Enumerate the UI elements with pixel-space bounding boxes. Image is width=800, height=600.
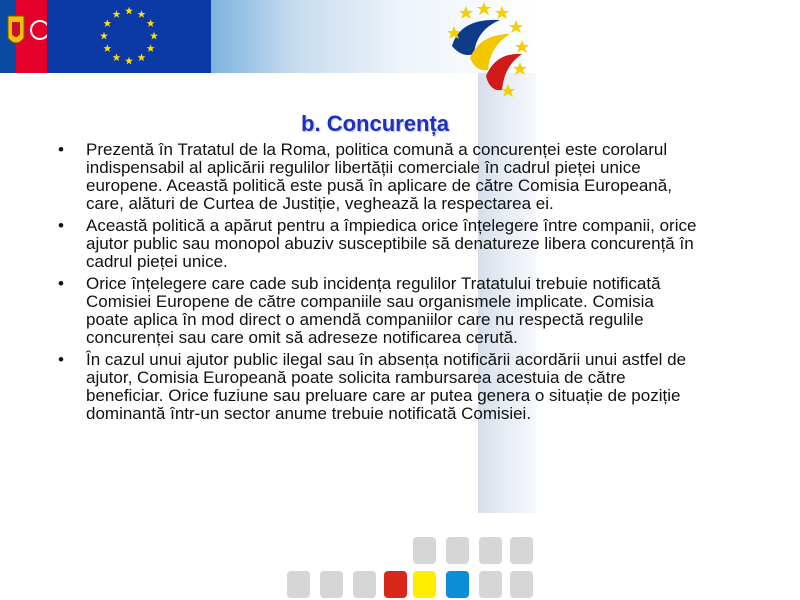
eu-star-icon	[100, 32, 108, 40]
gray-square	[510, 571, 533, 598]
bullet-text: Această politică a apărut pentru a împiedica orice înțelegere între companii, orice ajutor public sau monopol abuziv susceptibile să denatureze libera concurență în cadrul pieței unice.	[86, 216, 697, 271]
coat-of-arms-icon	[0, 0, 47, 73]
eu-star-icon	[113, 10, 121, 18]
bullet-text: Orice înțelegere care cade sub incidența regulilor Tratatului trebuie notificată Comisiei Europene de către companiile sau organismele implicate. Comisia poate aplica în mod direct o amendă companiilor care nu respectă regulile concurenței sau care omit să adreseze notificarea cerută.	[86, 274, 661, 347]
gray-square	[510, 537, 533, 564]
eu-star-icon	[147, 19, 155, 27]
eu-flag	[47, 0, 211, 73]
bullet-text: Prezentă în Tratatul de la Roma, politica comună a concurenței este corolarul indispensabil al aplicării regulilor libertății comerciale în cadrul pieței unice europene. Această politică este pusă în aplicare de către Comisia Europeană, care, alături de Curtea de Justiție, veghează la respectarea ei.	[86, 140, 672, 213]
bullet-icon: •	[58, 140, 64, 159]
eu-star-icon	[150, 32, 158, 40]
eu-star-icon	[138, 10, 146, 18]
eu-star-icon	[138, 53, 146, 61]
eu-star-icon	[147, 44, 155, 52]
eu-star-icon	[113, 53, 121, 61]
yellow-square	[413, 571, 436, 598]
bullet-icon: •	[58, 350, 64, 369]
gray-square	[353, 571, 376, 598]
moldova-coat-of-arms-flag	[0, 0, 47, 73]
eu-romania-logo-icon	[440, 0, 540, 110]
gray-square	[479, 537, 502, 564]
eu-star-icon	[103, 44, 111, 52]
bullet-text: În cazul unui ajutor public ilegal sau în absența notificării acordării unui astfel de ajutor, Comisia Europeană poate solicita rambursarea acestuia de către beneficiar. Orice fuziune sau preluare care ar putea genera o situație de poziție dominantă într-un sector anume trebuie notificată Comisiei.	[86, 350, 687, 423]
bullet-icon: •	[58, 216, 64, 235]
gray-square	[413, 537, 436, 564]
slide-title: b. Concurența	[301, 111, 449, 136]
gray-square	[479, 571, 502, 598]
bullet-item	[58, 217, 698, 271]
bullet-item	[58, 275, 698, 347]
bullet-icon: •	[58, 274, 64, 293]
eu-star-icon	[125, 57, 133, 65]
bullet-item	[58, 141, 698, 213]
eu-stars-icon	[47, 0, 211, 73]
eu-star-icon	[103, 19, 111, 27]
eu-star-icon	[125, 7, 133, 15]
bullet-item	[58, 351, 698, 423]
gray-square	[446, 537, 469, 564]
blue-square	[446, 571, 469, 598]
red-square	[384, 571, 407, 598]
gray-square	[287, 571, 310, 598]
bullet-list	[58, 141, 698, 427]
gray-square	[320, 571, 343, 598]
